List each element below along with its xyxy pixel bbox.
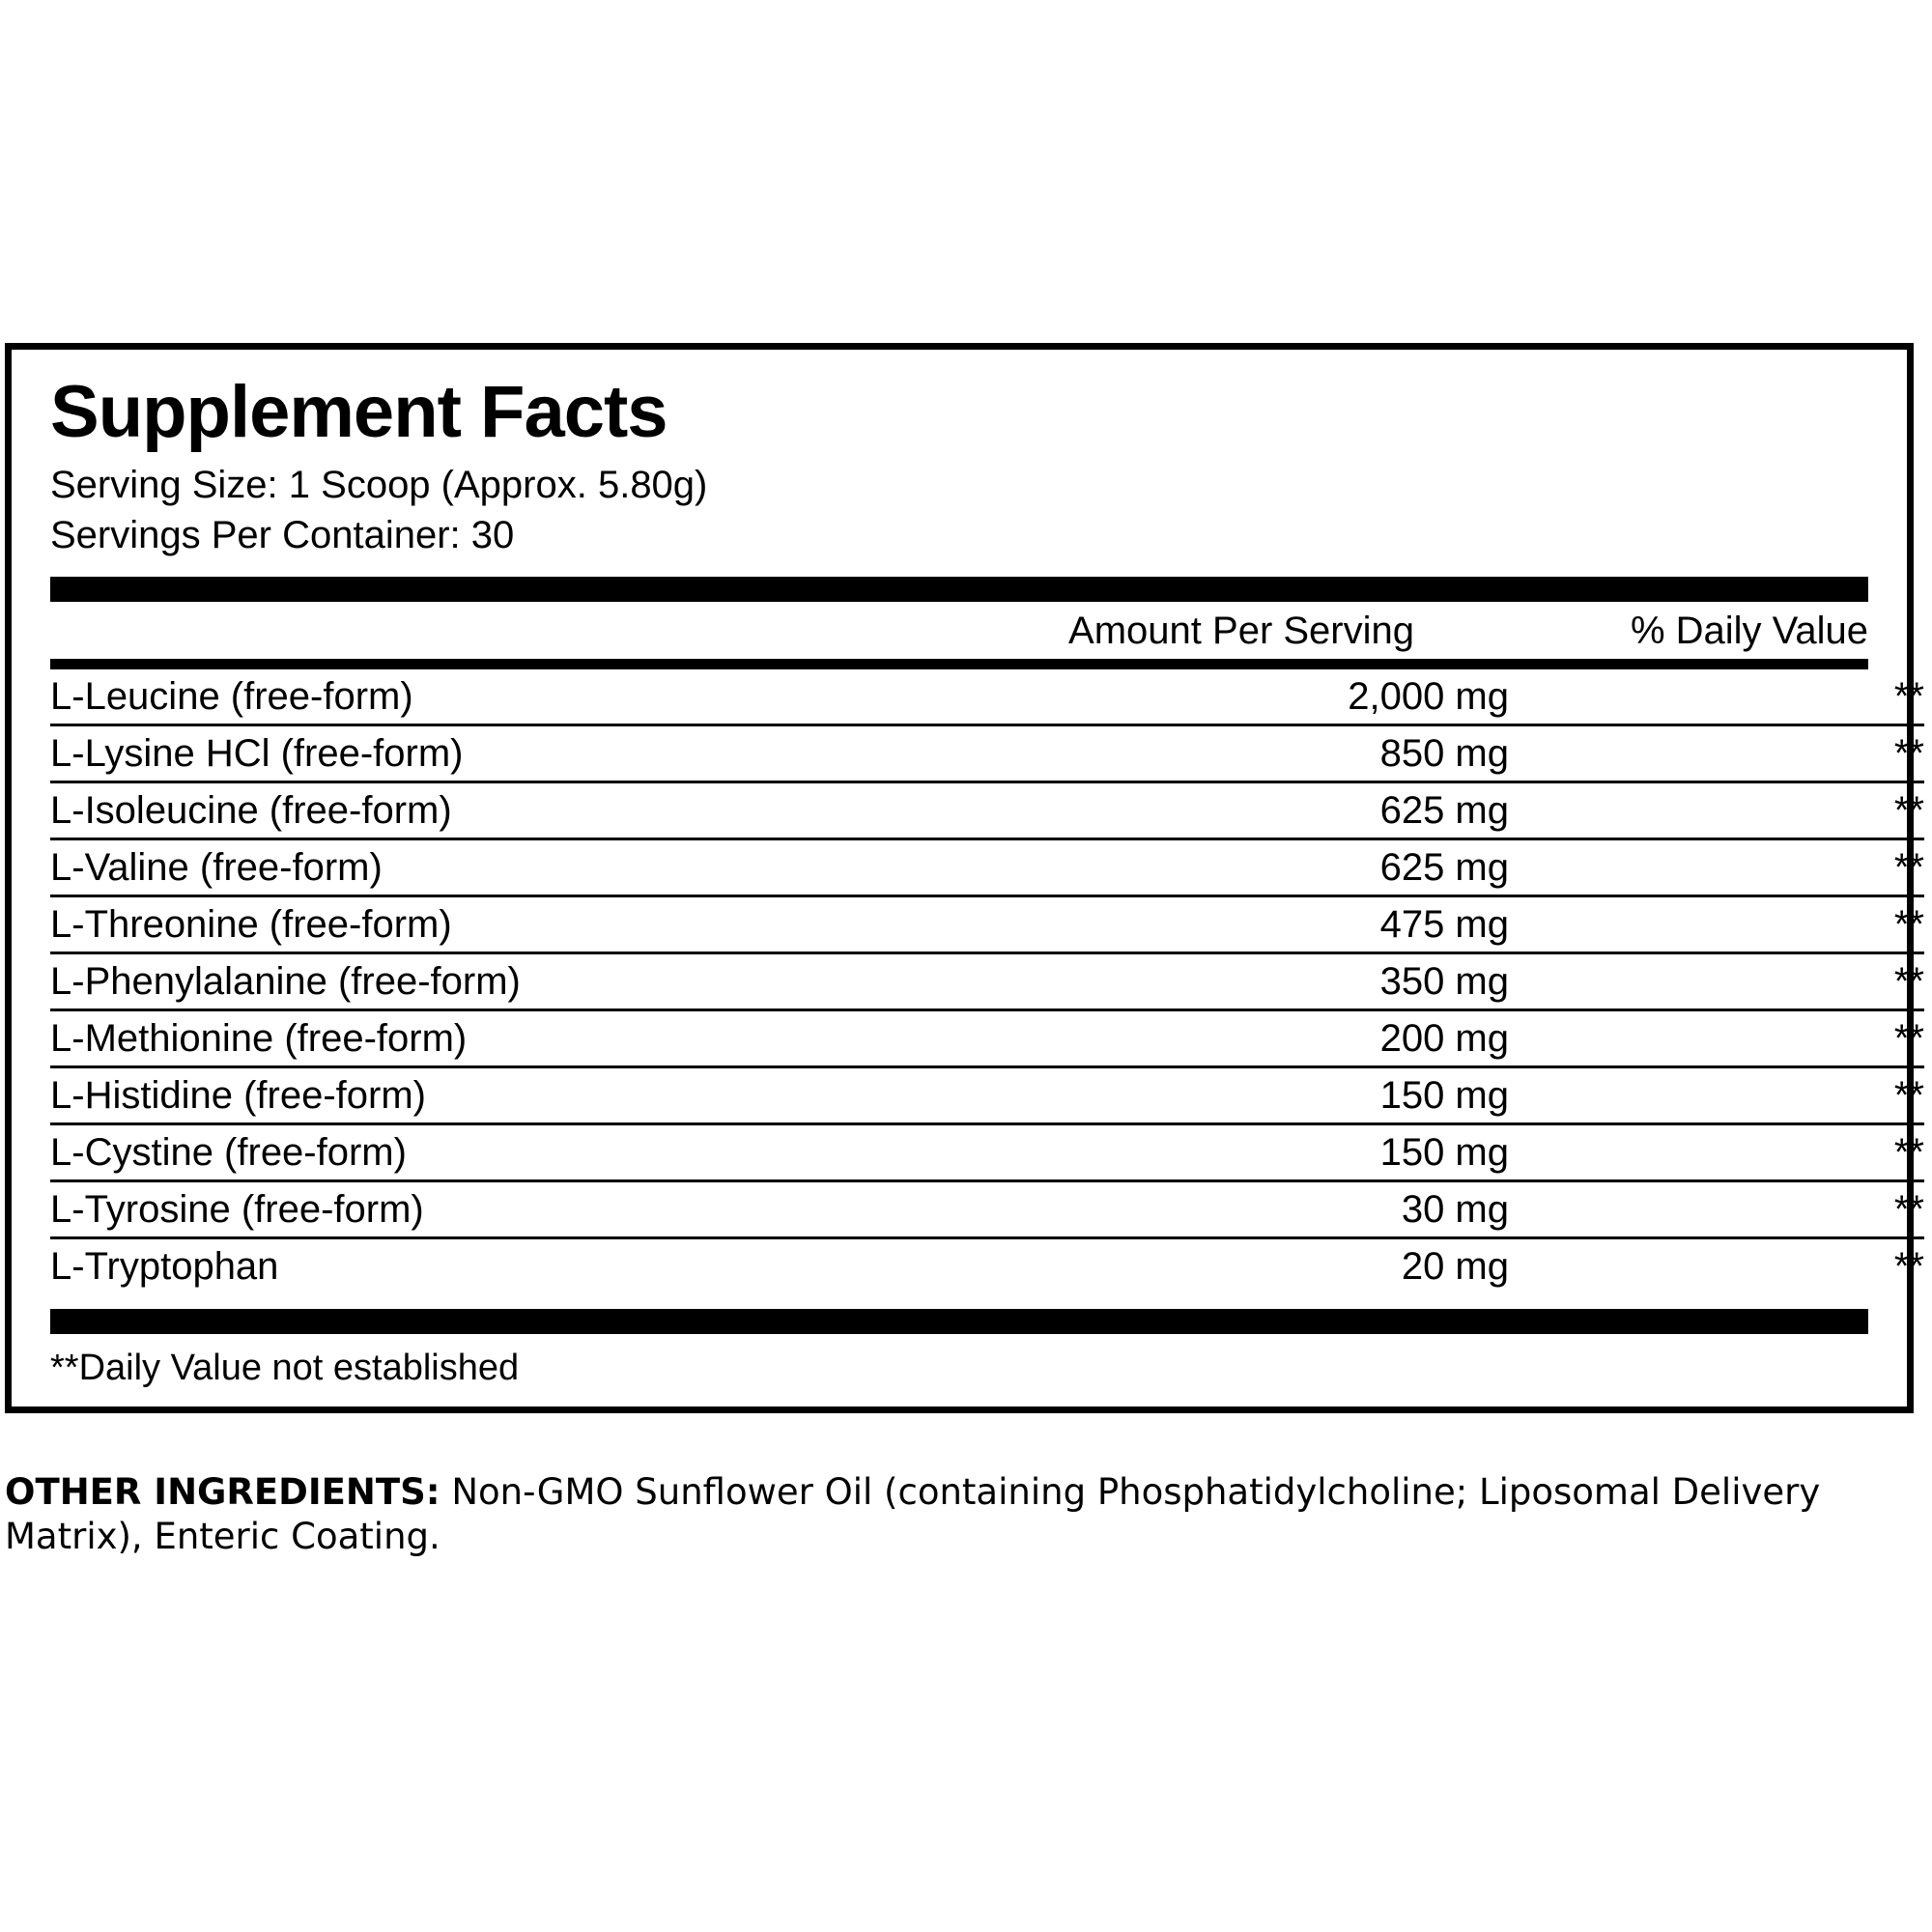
table-row	[50, 1010, 1924, 1067]
nutrient-daily-value: **	[1509, 782, 1924, 839]
serving-size-text: Serving Size: 1 Scoop (Approx. 5.80g)	[50, 463, 708, 506]
nutrient-amount: 475 mg	[1007, 896, 1509, 953]
nutrient-daily-value: **	[1509, 953, 1924, 1010]
nutrient-name: L-Methionine (free-form)	[50, 1010, 1007, 1067]
nutrient-name: L-Histidine (free-form)	[50, 1067, 1007, 1124]
nutrient-amount: 850 mg	[1007, 725, 1509, 782]
table-row	[50, 1067, 1924, 1124]
nutrient-name: L-Lysine HCl (free-form)	[50, 725, 1007, 782]
nutrient-daily-value: **	[1509, 839, 1924, 896]
nutrient-daily-value: **	[1509, 896, 1924, 953]
table-row	[50, 1238, 1924, 1294]
other-ingredients-text: Non-GMO Sunflower Oil (containing Phosphatidylcholine; Liposomal Delivery Matrix), Enteric Coating.	[5, 1471, 1821, 1557]
nutrient-amount: 20 mg	[1401, 1245, 1509, 1289]
nutrient-name: L-Tryptophan	[50, 1245, 279, 1289]
nutrient-amount: 30 mg	[1007, 1181, 1509, 1238]
table-row	[50, 782, 1924, 839]
nutrient-amount: 350 mg	[1007, 953, 1509, 1010]
nutrient-name: L-Isoleucine (free-form)	[50, 782, 1007, 839]
table-row	[50, 839, 1924, 896]
nutrient-name: L-Threonine (free-form)	[50, 896, 1007, 953]
table-row	[50, 896, 1924, 953]
table-row	[50, 1181, 1924, 1238]
nutrient-name: L-Phenylalanine (free-form)	[50, 953, 1007, 1010]
divider-thick-top	[50, 577, 1868, 602]
nutrients-table	[50, 669, 1924, 1293]
nutrient-daily-value: **	[1893, 1245, 1924, 1289]
servings-per-container-text: Servings Per Container: 30	[50, 514, 515, 557]
page-title: Supplement Facts	[50, 371, 668, 453]
nutrient-daily-value: **	[1509, 725, 1924, 782]
nutrient-amount: 2,000 mg	[1007, 669, 1509, 725]
table-header-row	[50, 602, 1868, 659]
nutrient-daily-value: **	[1509, 669, 1924, 725]
nutrient-daily-value: **	[1509, 1181, 1924, 1238]
nutrient-name: L-Cystine (free-form)	[50, 1124, 1007, 1181]
divider-thick-bottom	[50, 1309, 1868, 1334]
table-row	[50, 669, 1924, 725]
table-row	[50, 725, 1924, 782]
nutrient-name: L-Tyrosine (free-form)	[50, 1181, 1007, 1238]
nutrient-name: L-Valine (free-form)	[50, 839, 1007, 896]
nutrient-daily-value: **	[1509, 1124, 1924, 1181]
daily-value-footnote: **Daily Value not established	[50, 1348, 520, 1389]
nutrient-amount: 200 mg	[1007, 1010, 1509, 1067]
nutrient-daily-value: **	[1509, 1067, 1924, 1124]
column-header-amount: Amount Per Serving	[1068, 610, 1414, 653]
nutrient-amount: 150 mg	[1007, 1124, 1509, 1181]
table-row	[50, 1124, 1924, 1181]
other-ingredients-label: OTHER INGREDIENTS:	[5, 1471, 440, 1513]
nutrient-name: L-Leucine (free-form)	[50, 669, 1007, 725]
table-row	[50, 953, 1924, 1010]
nutrient-amount: 625 mg	[1007, 839, 1509, 896]
supplement-facts-panel	[5, 343, 1924, 1413]
nutrient-amount: 150 mg	[1007, 1067, 1509, 1124]
column-header-daily-value: % Daily Value	[1630, 610, 1868, 653]
nutrient-amount: 625 mg	[1007, 782, 1509, 839]
divider-medium-header	[50, 659, 1868, 669]
other-ingredients	[5, 1470, 1922, 1559]
nutrient-daily-value: **	[1509, 1010, 1924, 1067]
